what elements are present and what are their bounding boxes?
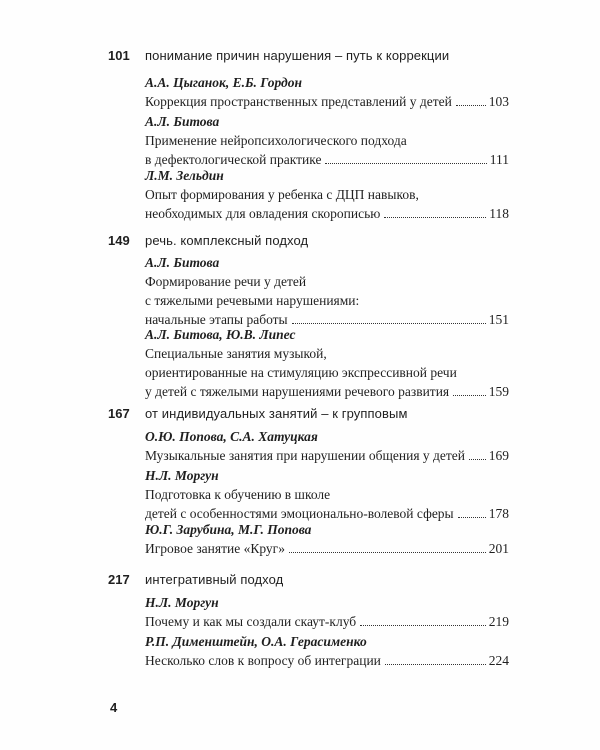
entry-page-number: 169 <box>488 448 509 463</box>
entry-page-number: 118 <box>489 206 509 221</box>
entry-page-number: 201 <box>488 541 509 556</box>
entry-title: начальные этапы работы <box>145 312 288 327</box>
entry-page-number: 178 <box>488 506 509 521</box>
toc-entry <box>145 73 509 111</box>
toc-entry <box>145 520 509 558</box>
entry-page-number: 219 <box>488 614 509 629</box>
entry-title-last-line <box>145 92 509 111</box>
dot-leader <box>456 105 486 106</box>
entry-title-line: Специальные занятия музыкой, <box>145 346 327 361</box>
entry-title-last-line <box>145 446 509 465</box>
page-folio: 4 <box>110 700 118 715</box>
entry-title: Музыкальные занятия при нарушении общения у детей <box>145 448 465 463</box>
entry-title-line: ориентированные на стимуляцию экспрессивной речи <box>145 365 457 380</box>
dot-leader <box>469 459 486 460</box>
section-page-number: 149 <box>108 233 130 248</box>
entry-title-line: с тяжелыми речевыми нарушениями: <box>145 293 360 308</box>
entry-authors: Р.П. Дименштейн, О.А. Герасименко <box>145 634 367 649</box>
section-title: речь. комплексный подход <box>145 233 309 248</box>
section-title: понимание причин нарушения – путь к коррекции <box>145 48 450 63</box>
section-title: от индивидуальных занятий – к групповым <box>145 406 408 421</box>
entry-authors: А.Л. Битова <box>145 114 220 129</box>
toc-entry <box>145 253 509 329</box>
section-page-number: 217 <box>108 572 130 587</box>
entry-authors: А.Л. Битова <box>145 255 220 270</box>
entry-authors: А.Л. Битова, Ю.В. Липес <box>145 327 296 342</box>
entry-title-last-line <box>145 612 509 631</box>
section-heading <box>108 233 308 248</box>
entry-title-last-line <box>145 651 509 670</box>
section-page-number: 167 <box>108 406 130 421</box>
entry-authors: Ю.Г. Зарубина, М.Г. Попова <box>145 522 312 537</box>
entry-title-line: Формирование речи у детей <box>145 274 307 289</box>
section-heading <box>108 406 408 421</box>
section-title: интегративный подход <box>145 572 284 587</box>
entry-authors: Н.Л. Моргун <box>145 468 219 483</box>
entry-page-number: 111 <box>489 152 509 167</box>
entry-authors: О.Ю. Попова, С.А. Хатуцкая <box>145 429 318 444</box>
entry-title-line: Применение нейропсихологического подхода <box>145 133 407 148</box>
dot-leader <box>325 163 486 164</box>
dot-leader <box>292 323 486 324</box>
toc-entry <box>145 466 509 523</box>
entry-title: Игровое занятие «Круг» <box>145 541 285 556</box>
entry-authors: Л.М. Зельдин <box>145 168 224 183</box>
dot-leader <box>360 625 486 626</box>
entry-title: Коррекция пространственных представлений у детей <box>145 94 452 109</box>
entry-title-last-line <box>145 204 509 223</box>
section-heading <box>108 48 449 63</box>
toc-entry <box>145 427 509 465</box>
entry-title: детей с особенностями эмоционально-волевой сферы <box>145 506 454 521</box>
dot-leader <box>458 517 486 518</box>
entry-title-line: Опыт формирования у ребенка с ДЦП навыков, <box>145 187 419 202</box>
section-heading <box>108 572 283 587</box>
dot-leader <box>385 664 486 665</box>
entry-title: необходимых для овладения скорописью <box>145 206 381 221</box>
toc-entry <box>145 593 509 631</box>
entry-page-number: 103 <box>488 94 509 109</box>
entry-page-number: 224 <box>488 653 509 668</box>
entry-title: Почему и как мы создали скаут-клуб <box>145 614 357 629</box>
entry-title-last-line <box>145 382 509 401</box>
entry-title-line: Подготовка к обучению в школе <box>145 487 331 502</box>
entry-page-number: 151 <box>488 312 509 327</box>
toc-entry <box>145 112 509 169</box>
entry-authors: Н.Л. Моргун <box>145 595 219 610</box>
entry-title: у детей с тяжелыми нарушениями речевого развития <box>145 384 450 399</box>
entry-page-number: 159 <box>488 384 509 399</box>
entry-title-last-line <box>145 539 509 558</box>
entry-title: Несколько слов к вопросу об интеграции <box>145 653 381 668</box>
toc-entry <box>145 166 509 223</box>
entry-title: в дефектологической практике <box>145 152 322 167</box>
toc-entry <box>145 632 509 670</box>
dot-leader <box>289 552 486 553</box>
dot-leader <box>384 217 486 218</box>
dot-leader <box>453 395 486 396</box>
section-page-number: 101 <box>108 48 130 63</box>
entry-authors: А.А. Цыганок, Е.Б. Гордон <box>145 75 302 90</box>
toc-entry <box>145 325 509 401</box>
